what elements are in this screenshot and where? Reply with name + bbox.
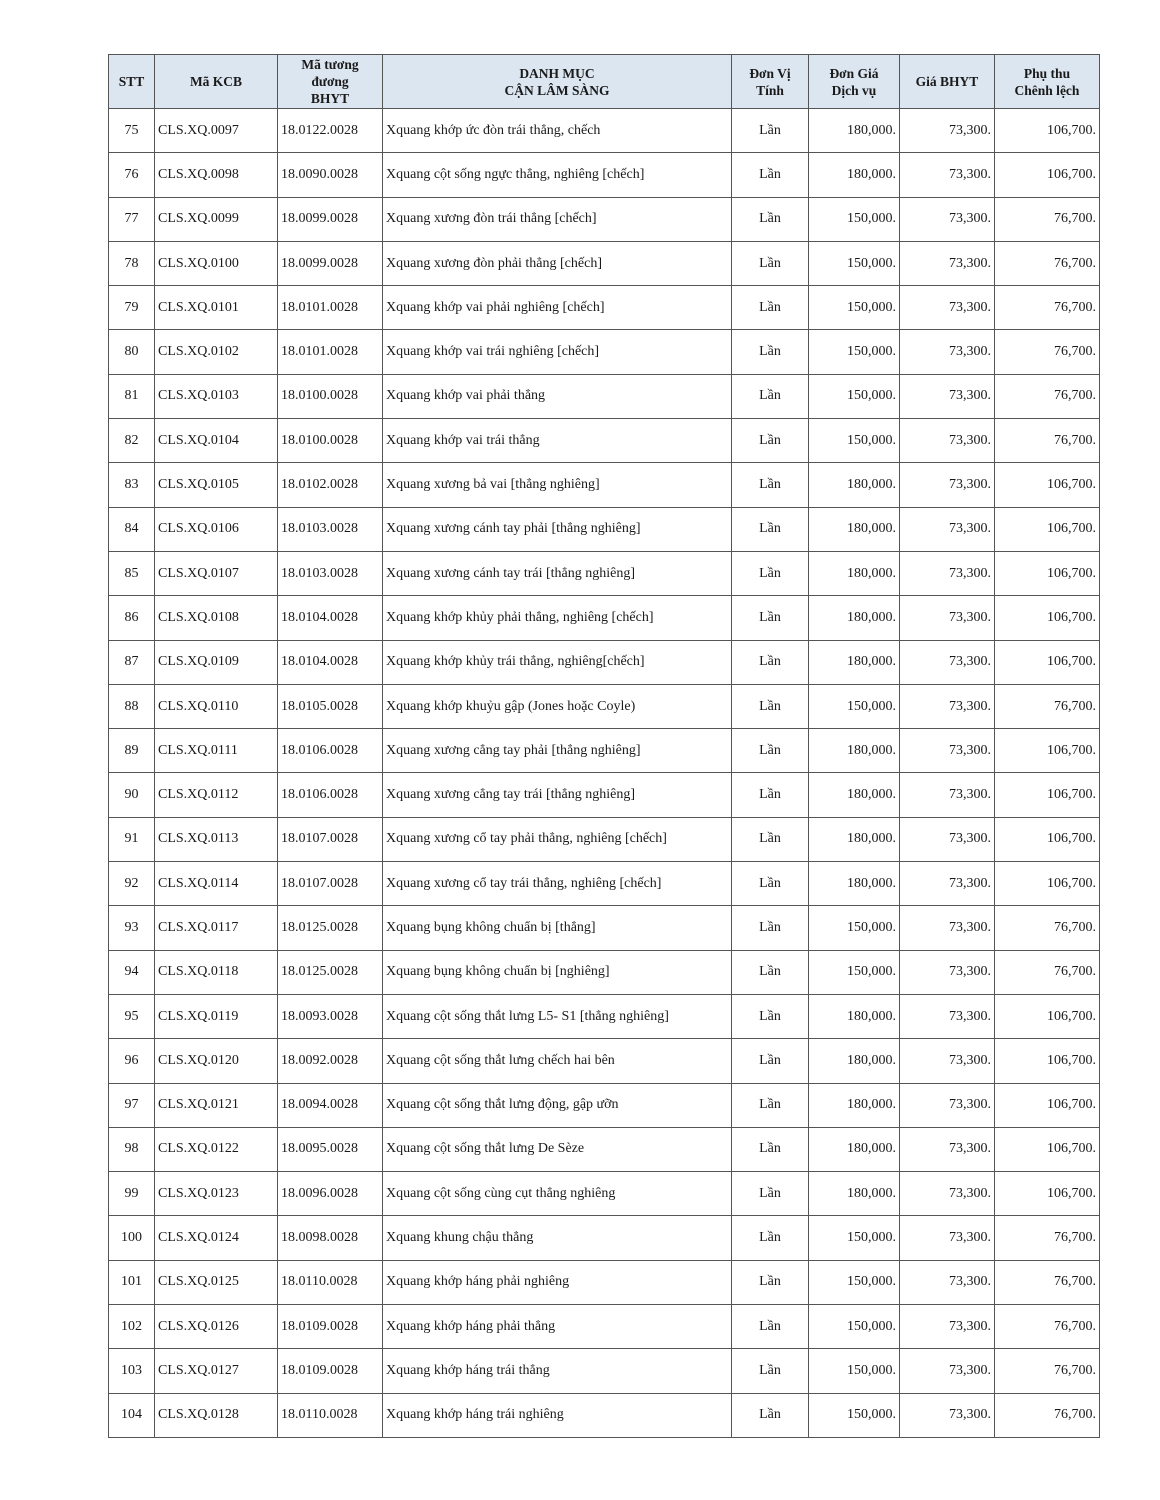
cell-service-name: Xquang xương đòn phải thẳng [chếch] xyxy=(383,241,732,285)
cell-service-price: 150,000. xyxy=(809,374,900,418)
cell-unit: Lần xyxy=(732,463,809,507)
cell-ma-bhyt: 18.0107.0028 xyxy=(278,862,383,906)
cell-ma-kcb: CLS.XQ.0126 xyxy=(155,1305,278,1349)
cell-ma-kcb: CLS.XQ.0098 xyxy=(155,153,278,197)
cell-surcharge: 76,700. xyxy=(995,241,1100,285)
cell-unit: Lần xyxy=(732,994,809,1038)
cell-service-name: Xquang cột sống thắt lưng L5- S1 [thẳng nghiêng] xyxy=(383,994,732,1038)
header-stt: STT xyxy=(109,55,155,109)
cell-service-price: 180,000. xyxy=(809,773,900,817)
cell-ma-kcb: CLS.XQ.0102 xyxy=(155,330,278,374)
cell-service-price: 150,000. xyxy=(809,419,900,463)
cell-unit: Lần xyxy=(732,1172,809,1216)
cell-surcharge: 76,700. xyxy=(995,1216,1100,1260)
price-table xyxy=(108,54,1100,1438)
table-row xyxy=(109,419,1100,463)
cell-service-price: 180,000. xyxy=(809,862,900,906)
cell-surcharge: 76,700. xyxy=(995,906,1100,950)
table-row xyxy=(109,729,1100,773)
cell-unit: Lần xyxy=(732,862,809,906)
table-row xyxy=(109,1039,1100,1083)
cell-service-name: Xquang bụng không chuẩn bị [nghiêng] xyxy=(383,950,732,994)
cell-ma-kcb: CLS.XQ.0114 xyxy=(155,862,278,906)
cell-unit: Lần xyxy=(732,817,809,861)
cell-service-price: 180,000. xyxy=(809,1127,900,1171)
cell-surcharge: 76,700. xyxy=(995,330,1100,374)
cell-bhyt-price: 73,300. xyxy=(900,1260,995,1304)
cell-service-price: 180,000. xyxy=(809,507,900,551)
cell-ma-bhyt: 18.0104.0028 xyxy=(278,596,383,640)
table-row xyxy=(109,551,1100,595)
cell-ma-bhyt: 18.0092.0028 xyxy=(278,1039,383,1083)
cell-surcharge: 106,700. xyxy=(995,551,1100,595)
cell-surcharge: 106,700. xyxy=(995,1039,1100,1083)
cell-ma-bhyt: 18.0109.0028 xyxy=(278,1305,383,1349)
cell-service-name: Xquang khung chậu thẳng xyxy=(383,1216,732,1260)
cell-unit: Lần xyxy=(732,596,809,640)
cell-surcharge: 106,700. xyxy=(995,1083,1100,1127)
cell-surcharge: 76,700. xyxy=(995,1260,1100,1304)
cell-stt: 82 xyxy=(109,419,155,463)
cell-stt: 88 xyxy=(109,684,155,728)
cell-service-name: Xquang khớp háng phải thẳng xyxy=(383,1305,732,1349)
cell-service-name: Xquang khớp khủy trái thẳng, nghiêng[chếch] xyxy=(383,640,732,684)
cell-service-name: Xquang xương cổ tay trái thẳng, nghiêng [chếch] xyxy=(383,862,732,906)
cell-ma-kcb: CLS.XQ.0103 xyxy=(155,374,278,418)
cell-service-price: 180,000. xyxy=(809,817,900,861)
cell-stt: 78 xyxy=(109,241,155,285)
cell-unit: Lần xyxy=(732,197,809,241)
table-row xyxy=(109,1172,1100,1216)
cell-stt: 98 xyxy=(109,1127,155,1171)
cell-bhyt-price: 73,300. xyxy=(900,1127,995,1171)
cell-unit: Lần xyxy=(732,684,809,728)
cell-stt: 84 xyxy=(109,507,155,551)
cell-bhyt-price: 73,300. xyxy=(900,419,995,463)
cell-ma-kcb: CLS.XQ.0105 xyxy=(155,463,278,507)
cell-stt: 85 xyxy=(109,551,155,595)
cell-ma-kcb: CLS.XQ.0100 xyxy=(155,241,278,285)
cell-ma-kcb: CLS.XQ.0108 xyxy=(155,596,278,640)
table-row xyxy=(109,1305,1100,1349)
cell-ma-kcb: CLS.XQ.0107 xyxy=(155,551,278,595)
header-line: Mã tương xyxy=(301,57,359,72)
cell-service-price: 180,000. xyxy=(809,153,900,197)
cell-unit: Lần xyxy=(732,551,809,595)
cell-stt: 86 xyxy=(109,596,155,640)
cell-stt: 93 xyxy=(109,906,155,950)
cell-service-name: Xquang khớp vai trái thẳng xyxy=(383,419,732,463)
table-row xyxy=(109,862,1100,906)
header-row xyxy=(109,55,1100,109)
cell-stt: 102 xyxy=(109,1305,155,1349)
cell-unit: Lần xyxy=(732,1393,809,1437)
table-row xyxy=(109,640,1100,684)
cell-surcharge: 76,700. xyxy=(995,1305,1100,1349)
table-header xyxy=(109,55,1100,109)
cell-stt: 79 xyxy=(109,286,155,330)
table-row xyxy=(109,153,1100,197)
table-row xyxy=(109,463,1100,507)
cell-unit: Lần xyxy=(732,330,809,374)
table-row xyxy=(109,950,1100,994)
header-line: Tính xyxy=(756,82,784,98)
cell-bhyt-price: 73,300. xyxy=(900,1393,995,1437)
cell-stt: 92 xyxy=(109,862,155,906)
cell-ma-kcb: CLS.XQ.0104 xyxy=(155,419,278,463)
cell-stt: 104 xyxy=(109,1393,155,1437)
cell-bhyt-price: 73,300. xyxy=(900,950,995,994)
cell-service-price: 180,000. xyxy=(809,1039,900,1083)
cell-stt: 96 xyxy=(109,1039,155,1083)
cell-bhyt-price: 73,300. xyxy=(900,463,995,507)
cell-bhyt-price: 73,300. xyxy=(900,1083,995,1127)
cell-surcharge: 106,700. xyxy=(995,773,1100,817)
cell-ma-bhyt: 18.0096.0028 xyxy=(278,1172,383,1216)
cell-unit: Lần xyxy=(732,950,809,994)
cell-bhyt-price: 73,300. xyxy=(900,596,995,640)
cell-bhyt-price: 73,300. xyxy=(900,862,995,906)
table-row xyxy=(109,109,1100,153)
header-phu-thu xyxy=(995,55,1100,109)
cell-ma-bhyt: 18.0100.0028 xyxy=(278,419,383,463)
cell-ma-kcb: CLS.XQ.0122 xyxy=(155,1127,278,1171)
table-row xyxy=(109,241,1100,285)
cell-ma-bhyt: 18.0105.0028 xyxy=(278,684,383,728)
cell-stt: 100 xyxy=(109,1216,155,1260)
header-don-gia xyxy=(809,55,900,109)
cell-ma-kcb: CLS.XQ.0117 xyxy=(155,906,278,950)
header-line: Phụ thu xyxy=(1023,65,1071,81)
cell-ma-bhyt: 18.0107.0028 xyxy=(278,817,383,861)
cell-surcharge: 106,700. xyxy=(995,994,1100,1038)
cell-service-price: 180,000. xyxy=(809,640,900,684)
cell-surcharge: 106,700. xyxy=(995,153,1100,197)
table-row xyxy=(109,596,1100,640)
cell-bhyt-price: 73,300. xyxy=(900,773,995,817)
cell-ma-bhyt: 18.0103.0028 xyxy=(278,507,383,551)
cell-ma-bhyt: 18.0101.0028 xyxy=(278,330,383,374)
cell-surcharge: 76,700. xyxy=(995,286,1100,330)
cell-stt: 83 xyxy=(109,463,155,507)
cell-service-price: 150,000. xyxy=(809,286,900,330)
cell-ma-kcb: CLS.XQ.0109 xyxy=(155,640,278,684)
header-line: đương xyxy=(311,74,349,89)
cell-surcharge: 106,700. xyxy=(995,862,1100,906)
cell-service-name: Xquang khớp vai trái nghiêng [chếch] xyxy=(383,330,732,374)
cell-ma-kcb: CLS.XQ.0125 xyxy=(155,1260,278,1304)
cell-stt: 95 xyxy=(109,994,155,1038)
cell-ma-bhyt: 18.0099.0028 xyxy=(278,241,383,285)
cell-service-name: Xquang bụng không chuẩn bị [thẳng] xyxy=(383,906,732,950)
cell-unit: Lần xyxy=(732,419,809,463)
cell-unit: Lần xyxy=(732,906,809,950)
header-gia-bhyt: Giá BHYT xyxy=(900,55,995,109)
cell-ma-bhyt: 18.0101.0028 xyxy=(278,286,383,330)
cell-stt: 87 xyxy=(109,640,155,684)
cell-surcharge: 76,700. xyxy=(995,684,1100,728)
table-body xyxy=(109,109,1100,1438)
cell-service-name: Xquang khớp háng trái nghiêng xyxy=(383,1393,732,1437)
table-row xyxy=(109,906,1100,950)
cell-bhyt-price: 73,300. xyxy=(900,1172,995,1216)
cell-unit: Lần xyxy=(732,1305,809,1349)
cell-service-name: Xquang khớp háng trái thẳng xyxy=(383,1349,732,1393)
cell-stt: 99 xyxy=(109,1172,155,1216)
cell-bhyt-price: 73,300. xyxy=(900,684,995,728)
cell-unit: Lần xyxy=(732,1216,809,1260)
cell-service-price: 150,000. xyxy=(809,241,900,285)
cell-service-price: 180,000. xyxy=(809,463,900,507)
table-row xyxy=(109,374,1100,418)
cell-surcharge: 106,700. xyxy=(995,463,1100,507)
cell-ma-kcb: CLS.XQ.0101 xyxy=(155,286,278,330)
cell-service-price: 180,000. xyxy=(809,596,900,640)
cell-bhyt-price: 73,300. xyxy=(900,153,995,197)
table-row xyxy=(109,1083,1100,1127)
cell-service-price: 150,000. xyxy=(809,1260,900,1304)
cell-ma-kcb: CLS.XQ.0119 xyxy=(155,994,278,1038)
table-row xyxy=(109,817,1100,861)
cell-unit: Lần xyxy=(732,507,809,551)
cell-ma-bhyt: 18.0106.0028 xyxy=(278,773,383,817)
cell-surcharge: 76,700. xyxy=(995,419,1100,463)
cell-ma-bhyt: 18.0106.0028 xyxy=(278,729,383,773)
cell-service-name: Xquang khớp khuỷu gập (Jones hoặc Coyle) xyxy=(383,684,732,728)
cell-bhyt-price: 73,300. xyxy=(900,374,995,418)
cell-bhyt-price: 73,300. xyxy=(900,551,995,595)
header-line: DANH MỤC xyxy=(519,65,595,81)
cell-unit: Lần xyxy=(732,153,809,197)
cell-unit: Lần xyxy=(732,773,809,817)
table-row xyxy=(109,1260,1100,1304)
cell-surcharge: 106,700. xyxy=(995,729,1100,773)
cell-service-name: Xquang khớp vai phải nghiêng [chếch] xyxy=(383,286,732,330)
cell-service-price: 180,000. xyxy=(809,1083,900,1127)
cell-surcharge: 76,700. xyxy=(995,950,1100,994)
cell-service-name: Xquang cột sống cùng cụt thẳng nghiêng xyxy=(383,1172,732,1216)
cell-surcharge: 76,700. xyxy=(995,1349,1100,1393)
cell-ma-bhyt: 18.0122.0028 xyxy=(278,109,383,153)
cell-bhyt-price: 73,300. xyxy=(900,994,995,1038)
cell-bhyt-price: 73,300. xyxy=(900,109,995,153)
table-row xyxy=(109,1393,1100,1437)
cell-ma-bhyt: 18.0125.0028 xyxy=(278,906,383,950)
cell-ma-bhyt: 18.0110.0028 xyxy=(278,1393,383,1437)
cell-bhyt-price: 73,300. xyxy=(900,729,995,773)
cell-ma-kcb: CLS.XQ.0128 xyxy=(155,1393,278,1437)
cell-ma-kcb: CLS.XQ.0112 xyxy=(155,773,278,817)
cell-service-name: Xquang xương đòn trái thẳng [chếch] xyxy=(383,197,732,241)
header-ma-tuong-duong xyxy=(278,55,383,109)
header-ma-kcb: Mã KCB xyxy=(155,55,278,109)
table-row xyxy=(109,684,1100,728)
cell-ma-bhyt: 18.0103.0028 xyxy=(278,551,383,595)
table-row xyxy=(109,1127,1100,1171)
table-row xyxy=(109,1216,1100,1260)
cell-bhyt-price: 73,300. xyxy=(900,330,995,374)
cell-ma-bhyt: 18.0099.0028 xyxy=(278,197,383,241)
cell-ma-kcb: CLS.XQ.0118 xyxy=(155,950,278,994)
cell-service-price: 150,000. xyxy=(809,1305,900,1349)
cell-ma-bhyt: 18.0100.0028 xyxy=(278,374,383,418)
cell-stt: 91 xyxy=(109,817,155,861)
cell-service-price: 180,000. xyxy=(809,729,900,773)
cell-ma-kcb: CLS.XQ.0110 xyxy=(155,684,278,728)
cell-unit: Lần xyxy=(732,1127,809,1171)
cell-unit: Lần xyxy=(732,241,809,285)
cell-ma-bhyt: 18.0109.0028 xyxy=(278,1349,383,1393)
cell-service-price: 150,000. xyxy=(809,1216,900,1260)
cell-ma-kcb: CLS.XQ.0097 xyxy=(155,109,278,153)
cell-stt: 103 xyxy=(109,1349,155,1393)
cell-service-price: 180,000. xyxy=(809,551,900,595)
cell-surcharge: 76,700. xyxy=(995,374,1100,418)
cell-ma-kcb: CLS.XQ.0111 xyxy=(155,729,278,773)
cell-unit: Lần xyxy=(732,640,809,684)
cell-unit: Lần xyxy=(732,1039,809,1083)
cell-ma-kcb: CLS.XQ.0113 xyxy=(155,817,278,861)
table-row xyxy=(109,330,1100,374)
cell-ma-kcb: CLS.XQ.0121 xyxy=(155,1083,278,1127)
cell-service-name: Xquang cột sống thắt lưng De Sèze xyxy=(383,1127,732,1171)
cell-stt: 76 xyxy=(109,153,155,197)
cell-bhyt-price: 73,300. xyxy=(900,1216,995,1260)
cell-surcharge: 106,700. xyxy=(995,640,1100,684)
cell-service-price: 150,000. xyxy=(809,950,900,994)
cell-surcharge: 76,700. xyxy=(995,1393,1100,1437)
table-row xyxy=(109,197,1100,241)
cell-stt: 90 xyxy=(109,773,155,817)
cell-surcharge: 76,700. xyxy=(995,197,1100,241)
table-row xyxy=(109,1349,1100,1393)
cell-bhyt-price: 73,300. xyxy=(900,507,995,551)
cell-service-name: Xquang xương cánh tay phải [thẳng nghiêng] xyxy=(383,507,732,551)
cell-service-name: Xquang xương cẳng tay trái [thẳng nghiêng] xyxy=(383,773,732,817)
cell-stt: 94 xyxy=(109,950,155,994)
cell-ma-bhyt: 18.0093.0028 xyxy=(278,994,383,1038)
header-don-vi-tinh xyxy=(732,55,809,109)
cell-service-name: Xquang khớp vai phải thẳng xyxy=(383,374,732,418)
cell-service-name: Xquang khớp khủy phải thẳng, nghiêng [chếch] xyxy=(383,596,732,640)
cell-unit: Lần xyxy=(732,1349,809,1393)
header-line: BHYT xyxy=(310,91,350,106)
cell-ma-bhyt: 18.0102.0028 xyxy=(278,463,383,507)
cell-bhyt-price: 73,300. xyxy=(900,1305,995,1349)
cell-service-price: 180,000. xyxy=(809,109,900,153)
cell-stt: 97 xyxy=(109,1083,155,1127)
cell-ma-kcb: CLS.XQ.0106 xyxy=(155,507,278,551)
header-line: Chênh lệch xyxy=(1014,82,1080,98)
cell-service-price: 150,000. xyxy=(809,197,900,241)
cell-service-price: 180,000. xyxy=(809,994,900,1038)
cell-bhyt-price: 73,300. xyxy=(900,197,995,241)
cell-service-name: Xquang cột sống thắt lưng chếch hai bên xyxy=(383,1039,732,1083)
cell-service-name: Xquang xương cổ tay phải thẳng, nghiêng [chếch] xyxy=(383,817,732,861)
cell-bhyt-price: 73,300. xyxy=(900,1039,995,1083)
cell-stt: 81 xyxy=(109,374,155,418)
cell-unit: Lần xyxy=(732,109,809,153)
header-line: Đơn Giá xyxy=(829,65,879,81)
cell-bhyt-price: 73,300. xyxy=(900,241,995,285)
cell-stt: 80 xyxy=(109,330,155,374)
cell-ma-kcb: CLS.XQ.0123 xyxy=(155,1172,278,1216)
cell-service-name: Xquang cột sống thắt lưng động, gập ưỡn xyxy=(383,1083,732,1127)
table-row xyxy=(109,773,1100,817)
cell-unit: Lần xyxy=(732,286,809,330)
cell-surcharge: 106,700. xyxy=(995,817,1100,861)
cell-bhyt-price: 73,300. xyxy=(900,906,995,950)
cell-service-name: Xquang xương bả vai [thẳng nghiêng] xyxy=(383,463,732,507)
cell-ma-bhyt: 18.0125.0028 xyxy=(278,950,383,994)
table-row xyxy=(109,994,1100,1038)
cell-bhyt-price: 73,300. xyxy=(900,286,995,330)
cell-service-price: 150,000. xyxy=(809,684,900,728)
cell-service-name: Xquang khớp ức đòn trái thẳng, chếch xyxy=(383,109,732,153)
table-row xyxy=(109,507,1100,551)
cell-service-price: 180,000. xyxy=(809,1172,900,1216)
cell-service-name: Xquang xương cánh tay trái [thẳng nghiêng] xyxy=(383,551,732,595)
cell-unit: Lần xyxy=(732,729,809,773)
header-line: Dịch vụ xyxy=(831,82,877,98)
header-line: CẬN LÂM SÀNG xyxy=(504,82,610,98)
cell-service-price: 150,000. xyxy=(809,906,900,950)
cell-ma-bhyt: 18.0090.0028 xyxy=(278,153,383,197)
cell-service-name: Xquang khớp háng phải nghiêng xyxy=(383,1260,732,1304)
cell-ma-bhyt: 18.0104.0028 xyxy=(278,640,383,684)
cell-stt: 89 xyxy=(109,729,155,773)
header-line: Đơn Vị xyxy=(749,65,791,81)
cell-stt: 101 xyxy=(109,1260,155,1304)
cell-ma-kcb: CLS.XQ.0127 xyxy=(155,1349,278,1393)
cell-stt: 77 xyxy=(109,197,155,241)
cell-ma-kcb: CLS.XQ.0124 xyxy=(155,1216,278,1260)
cell-service-name: Xquang cột sống ngực thẳng, nghiêng [chếch] xyxy=(383,153,732,197)
cell-unit: Lần xyxy=(732,1083,809,1127)
cell-unit: Lần xyxy=(732,374,809,418)
cell-ma-bhyt: 18.0094.0028 xyxy=(278,1083,383,1127)
cell-service-name: Xquang xương cẳng tay phải [thẳng nghiêng] xyxy=(383,729,732,773)
cell-surcharge: 106,700. xyxy=(995,507,1100,551)
cell-service-price: 150,000. xyxy=(809,1393,900,1437)
cell-bhyt-price: 73,300. xyxy=(900,640,995,684)
cell-ma-kcb: CLS.XQ.0120 xyxy=(155,1039,278,1083)
cell-bhyt-price: 73,300. xyxy=(900,1349,995,1393)
cell-surcharge: 106,700. xyxy=(995,1172,1100,1216)
cell-service-price: 150,000. xyxy=(809,330,900,374)
cell-surcharge: 106,700. xyxy=(995,596,1100,640)
cell-stt: 75 xyxy=(109,109,155,153)
cell-ma-bhyt: 18.0095.0028 xyxy=(278,1127,383,1171)
table-row xyxy=(109,286,1100,330)
cell-bhyt-price: 73,300. xyxy=(900,817,995,861)
cell-ma-kcb: CLS.XQ.0099 xyxy=(155,197,278,241)
cell-surcharge: 106,700. xyxy=(995,1127,1100,1171)
cell-surcharge: 106,700. xyxy=(995,109,1100,153)
cell-ma-bhyt: 18.0098.0028 xyxy=(278,1216,383,1260)
header-danh-muc xyxy=(383,55,732,109)
cell-service-price: 150,000. xyxy=(809,1349,900,1393)
cell-unit: Lần xyxy=(732,1260,809,1304)
cell-ma-bhyt: 18.0110.0028 xyxy=(278,1260,383,1304)
